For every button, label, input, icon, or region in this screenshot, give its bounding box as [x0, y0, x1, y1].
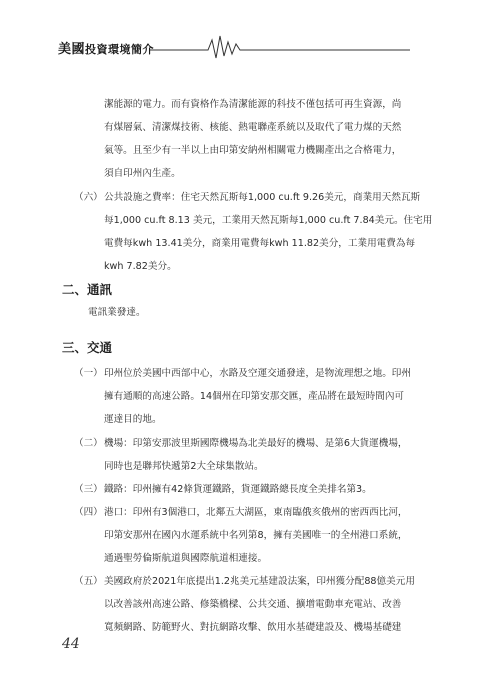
list-item-line: 美國政府於2021年底提出1.2兆美元基建設法案，印州獲分配88億美元用 [104, 576, 415, 587]
list-item-line: 港口：印州有3個港口，北鄰五大湖區，東南臨俄亥俄州的密西西比河， [104, 507, 408, 518]
paragraph-line: kwh 7.82美分。 [104, 261, 177, 272]
paragraph-line: 氣等。且至少有一半以上由印第安納州相關電力機關產出之合格電力， [104, 145, 402, 156]
list-marker: （二） [74, 438, 103, 449]
list-item-line: 以改善該州高速公路、修築橋樑、公共交通、擴增電動車充電站、改善 [104, 599, 402, 610]
section-heading-transport: 三、交通 [62, 340, 113, 355]
list-item-line: 印第安那州在國內水運系統中名列第8，擁有美國唯一的全州港口系統， [104, 530, 408, 541]
list-item-line: 寬頻網路、防範野火、對抗網路攻擊、飲用水基礎建設及、機場基礎建 [104, 622, 402, 633]
paragraph-line: 每1,000 cu.ft 8.13 美元，工業用天然瓦斯每1,000 cu.ft 7.84美元。住宅用 [104, 215, 433, 226]
list-item-line: 印州位於美國中西部中心，水路及空運交通發達，是物流理想之地。印州 [104, 368, 411, 379]
paragraph-line: 電費每kwh 13.41美分，商業用電費每kwh 11.82美分，工業用電費為每 [104, 238, 416, 249]
list-item-line: 擁有通順的高速公路。14個州在印第安那交匯，產品將在最短時間內可 [104, 391, 405, 402]
paragraph-line: 潔能源的電力。而有資格作為清潔能源的科技不僅包括可再生資源，尚 [104, 99, 402, 110]
header-title-subject: 投資環境簡介 [85, 43, 155, 56]
header-title [58, 38, 154, 57]
section-body-text: 電訊業發達。 [88, 307, 146, 318]
list-marker: （三） [74, 484, 103, 495]
list-item-line: 通過聖勞倫斯航道與國際航道相連接。 [104, 553, 268, 564]
running-header [0, 30, 480, 60]
list-marker: （一） [74, 368, 103, 379]
paragraph-line: 有煤層氣、清潔煤技術、核能、熱電聯產系統以及取代了電力煤的天然 [104, 122, 402, 133]
paragraph-line: 須自印州內生產。 [104, 168, 181, 179]
header-title-country: 美國 [58, 42, 86, 57]
list-item-line: 機場：印第安那波里斯國際機場為北美最好的機場、是第6大貨運機場， [104, 438, 408, 449]
list-marker: （六） [74, 192, 103, 203]
list-item-line: 同時也是聯邦快遞第2大全球集散站。 [104, 461, 264, 472]
paragraph-line: 公共設施之費率：住宅天然瓦斯每1,000 cu.ft 9.26美元，商業用天然瓦斯 [104, 192, 421, 203]
list-marker: （五） [74, 576, 103, 587]
page-number: 44 [62, 636, 80, 652]
list-item-line: 運達目的地。 [104, 414, 162, 425]
section-heading-communication: 二、通訊 [62, 282, 113, 297]
list-item-line: 鐵路：印州擁有42條貨運鐵路，貨運鐵路總長度全美排名第3。 [104, 484, 372, 495]
list-marker: （四） [74, 507, 103, 518]
